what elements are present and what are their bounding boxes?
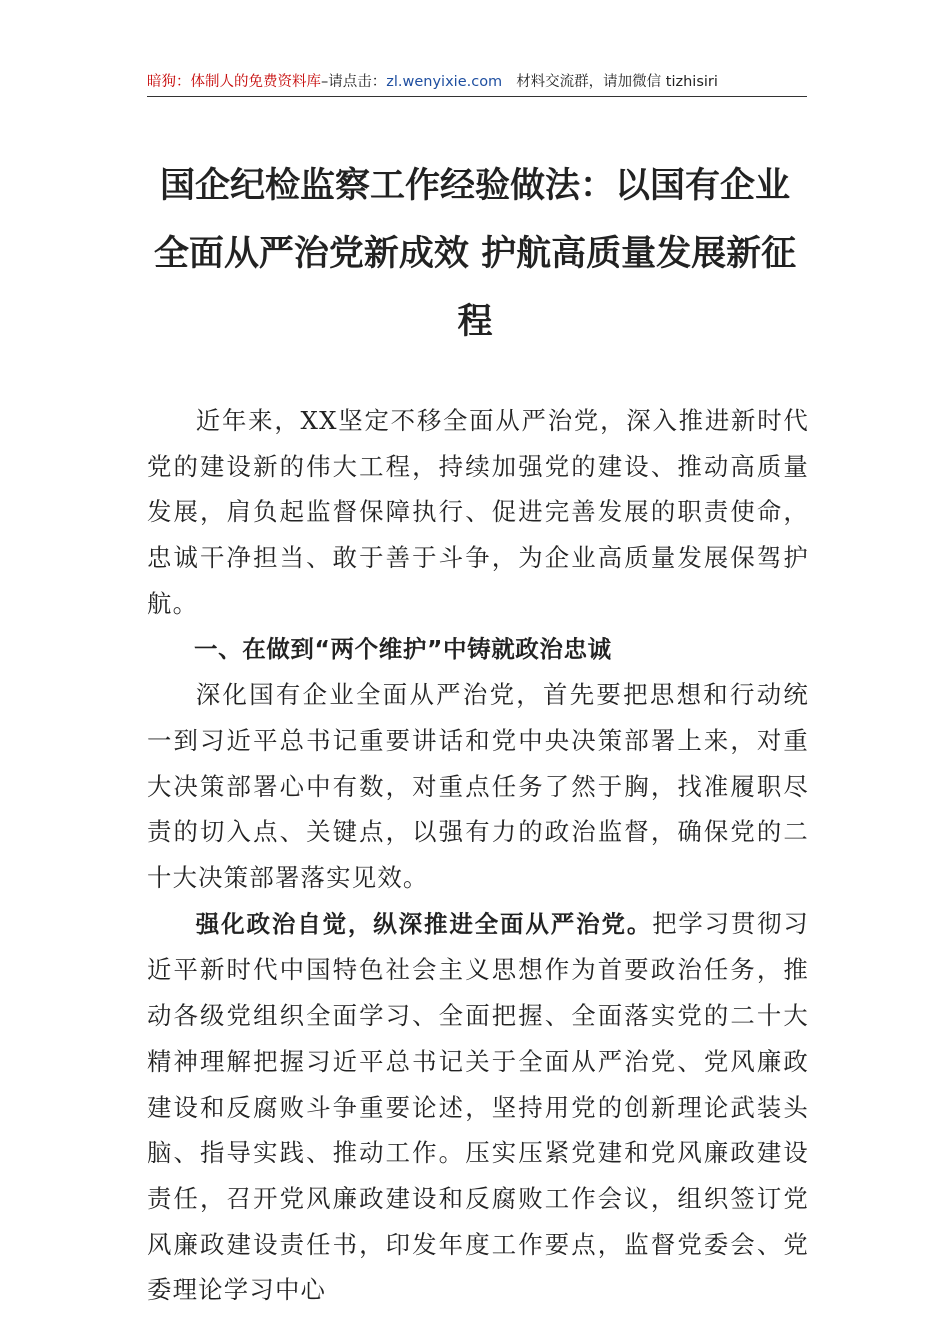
header-contact: 材料交流群，请加微信 tizhisiri xyxy=(516,74,718,90)
document-title xyxy=(140,152,810,356)
document-body xyxy=(147,398,809,1313)
header-url-link[interactable]: zl.wenyixie.com xyxy=(386,74,503,90)
section-heading: 一、在做到“两个维护”中铸就政治忠诚 xyxy=(194,634,612,663)
header-click-prompt: –请点击： xyxy=(321,74,387,90)
header-site-name: 暗狗：体制人的免费资料库 xyxy=(147,74,321,90)
paragraph-lead: 强化政治自觉，纵深推进全面从严治党。 xyxy=(195,909,653,938)
title-line: 全面从严治党新成效 护航高质量发展新征 xyxy=(153,233,797,274)
paragraph-text: 把学习贯彻习近平新时代中国特色社会主义思想作为首要政治任务，推动各级党组织全面学习、全面把握、全面落实党的二十大精神理解把握习近平总书记关于全面从严治党、党风廉政建设和反腐败斗争重要论述，坚持用党的创新理论武装头脑、指导实践、推动工作。压实压紧党建和党风廉政建设责任，召开党风廉政建设和反腐败工作会议，组织签订党风廉政建设责任书，印发年度工作要点，监督党委会、党委理论学习中心 xyxy=(147,908,810,1305)
title-line: 国企纪检监察工作经验做法：以国有企业 xyxy=(159,165,790,206)
section-paragraph xyxy=(147,901,809,1313)
intro-paragraph: 近年来，XX坚定不移全面从严治党，深入推进新时代党的建设新的伟大工程，持续加强党的建设、推动高质量发展，肩负起监督保障执行、促进完善发展的职责使命，忠诚干净担当、敢于善于斗争，为企业高质量发展保驾护航。 xyxy=(147,406,809,618)
section-paragraph: 深化国有企业全面从严治党，首先要把思想和行动统一到习近平总书记重要讲话和党中央决策部署上来，对重大决策部署心中有数，对重点任务了然于胸，找准履职尽责的切入点、关键点，以强有力的政治监督，确保党的二十大决策部署落实见效。 xyxy=(147,680,809,893)
title-line: 程 xyxy=(457,301,493,342)
page-header xyxy=(147,70,807,97)
